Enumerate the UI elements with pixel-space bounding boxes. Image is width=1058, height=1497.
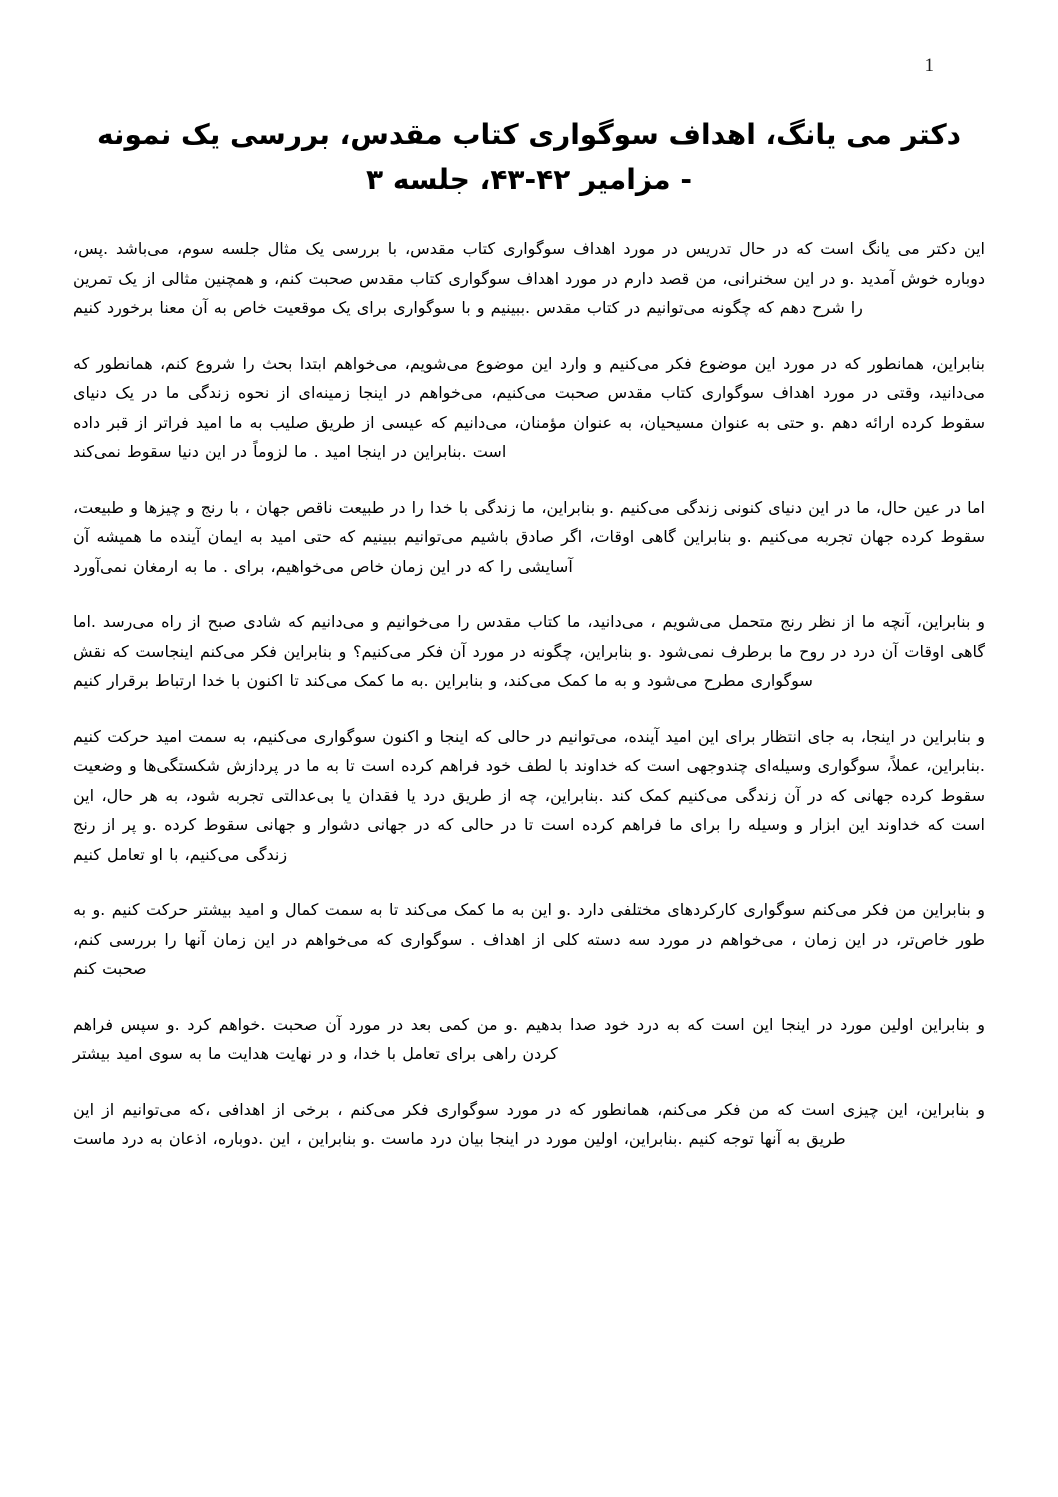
document-title-line2: مزامیر ۴۲-۴۳، جلسه ۳ - bbox=[366, 163, 692, 196]
document-title-line1: دکتر می یانگ، اهداف سوگواری کتاب مقدس، بررسی یک نمونه bbox=[96, 118, 962, 151]
paragraph: ،اما در عین حال، ما در این دنیای کنونی زندگی می‌کنیم .و بنابراین، ما زندگی با خدا را در طبیعت ناقص جهان ، با رنج و چیزها و طبیعت سقوط کرده جهان تجربه می‌کنیم .و بنابراین گاهی اوقات، اگر صادق باشیم می‌توانیم ببینیم که حتی امید به ایمان آینده ما همیشه آن آسایشی را که در این زمان خاص می‌خواهیم، برای . ما به ارمغان نمی‌آورد bbox=[73, 497, 985, 576]
page-number: 1 bbox=[924, 55, 934, 76]
paragraph: بنابراین، همانطور که در مورد این موضوع فکر می‌کنیم و وارد این موضوع می‌شویم، می‌خواهم ابتدا بحث را شروع کنم، همانطور که می‌دانید، وقتی در مورد اهداف سوگواری کتاب مقدس صحبت می‌کنیم، می‌خواهم در اینجا زمینه‌ای از نحوه زندگی ما در یک دنیای سقوط کرده ارائه دهم .و حتی به عنوان مسیحیان، به عنوان مؤمنان، می‌دانیم که عیسی از طریق صلیب به ما امید فراتر از قبر داده است .بنابراین در اینجا امید . ما لزوماً در این دنیا سقوط نمی‌کند bbox=[73, 353, 985, 461]
paragraph: و بنابراین در اینجا، به جای انتظار برای این امید آینده، می‌توانیم در حالی که اینجا و اکنون سوگواری می‌کنیم، به سمت امید حرکت کنیم .بنابراین، عملاً، سوگواری وسیله‌ای چندوجهی است که خداوند با لطف خود فراهم کرده است تا به ما در پردازش شکستگی‌ها و وضعیت سقوط کرده جهانی که در آن زندگی می‌کنیم کمک کند .بنابراین، چه از طریق درد یا فقدان یا بی‌عدالتی تجربه شود، به هر حال، این است که خداوند این ابزار و وسیله را برای ما فراهم کرده است تا در حالی که در جهانی دشوار و جهانی سقوط کرده .و پر از رنج زندگی می‌کنیم، با او تعامل کنیم bbox=[73, 726, 985, 864]
paragraph: و بنابراین اولین مورد در اینجا این است که به درد خود صدا بدهیم .و من کمی بعد در مورد آن صحبت .خواهم کرد .و سپس فراهم کردن راهی برای تعامل با خدا، و در نهایت هدایت ما به سوی امید بیشتر bbox=[73, 1014, 985, 1063]
paragraph: و بنابراین، این چیزی است که من فکر می‌کنم، همانطور که در مورد سوگواری فکر می‌کنم ، برخی از اهدافی ،که می‌توانیم از این طریق به آنها توجه کنیم .بنابراین، اولین مورد در اینجا بیان درد ماست .و بنابراین ، این .دوباره، اذعان به درد ماست bbox=[73, 1099, 985, 1148]
paragraph: و بنابراین، آنچه ما از نظر رنج متحمل می‌شویم ، می‌دانید، ما کتاب مقدس را می‌خوانیم و می‌دانیم که شادی صبح از راه می‌رسد .اما گاهی اوقات آن درد در روح ما برطرف نمی‌شود .و بنابراین، چگونه در مورد آن فکر می‌کنیم؟ و بنابراین فکر می‌کنم اینجاست که نقش سوگواری مطرح می‌شود و به ما کمک می‌کند، و بنابراین .به ما کمک می‌کند تا اکنون با خدا ارتباط برقرار کنیم bbox=[73, 612, 985, 690]
paragraph: و بنابراین من فکر می‌کنم سوگواری کارکردهای مختلفی دارد .و این به ما کمک می‌کند تا به سمت کمال و امید بیشتر حرکت کنیم .و به طور خاص‌تر، در این زمان ، می‌خواهم در مورد سه دسته کلی از اهداف . سوگواری که می‌خواهم در این زمان آنها را بررسی کنم، صحبت کنم bbox=[73, 900, 985, 978]
paragraphs-section bbox=[73, 234, 985, 1154]
paragraph: ،این دکتر می یانگ است که در حال تدریس در مورد اهداف سوگواری کتاب مقدس، با بررسی یک مثال جلسه سوم، می‌باشد .پس دوباره خوش آمدید .و در این سخنرانی، من قصد دارم در مورد اهداف سوگواری کتاب مقدس صحبت کنم، و همچنین مثالی از یک تمرین را شرح دهم که چگونه می‌توانیم در کتاب مقدس .ببینیم و با سوگواری برای یک موقعیت خاص به آن معنا برخورد کنیم bbox=[73, 239, 985, 317]
document-title bbox=[73, 112, 985, 202]
